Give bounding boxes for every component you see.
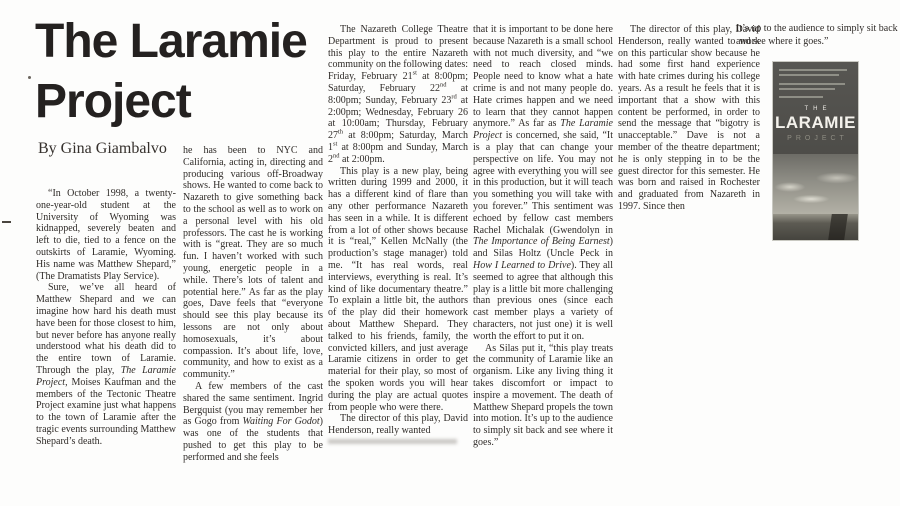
paragraph: This play is a new play, being written during 1999 and 2000, it has a different kind of flare than any other performance Nazareth has seen in a while. It is different from a lot of other shows because it is “real,” Kellen McNally (the production’s stage manager) told me. “It has real words, real interviews, everything is real. It’s kind of like documentary theatre.” To explain a little bit, the authors of the play did their homework about Matthew Shepard. They talked to his friends, family, the convicted killers, and just average Laramie citizens in order to get material for their play, so most of the spoken words you will hear during the play are actual quotes from people who were there.	[328, 165, 468, 413]
paragraph: he has been to NYC and California, acting in, directing and producing various off-Broadway shows. He wanted to come back to Nazareth to give something back to the school as well as to work on a personal level with his old professors. The cast he is working with is “great. They are so much fun. I haven’t worked with such young, energetic people in a while. There’s lots of talent and potential here.” As far as the play goes, Dave feels that “everyone should see this play because its lessons are not only about homosexuals, it’s about compassion. It’s about life, love, community, and how to exist as a community.”	[183, 145, 323, 381]
paragraph: “In October 1998, a twenty-one-year-old student at the University of Wyoming was kidnapped, severely beaten and left to die, tied to a fence on the outskirts of Laramie, Wyoming. His name was Matthew Shepard,” (The Dramatists Play Service).	[36, 188, 176, 282]
cover-eyebrow: THE	[804, 106, 832, 112]
article-title-line1: The Laramie	[35, 15, 307, 68]
article-title	[35, 12, 327, 132]
paragraph: As Silas put it, “this play treats the community of Laramie like an organism. Like any living thing it takes discomfort or impact to inspire a movement. The death of Matthew Shepard propels the town into motion. It’s up to the audience to simply sit back and see where it goes.”	[473, 342, 613, 448]
blurb-line	[779, 69, 847, 71]
blurb-line	[779, 83, 845, 85]
article-title-line2: Project	[35, 75, 191, 128]
photo-road	[828, 214, 848, 240]
cover-review-blurbs	[773, 62, 858, 98]
paragraph: The director of this play, David Henderson, really wanted to work on this particular show because he had some first hand experience with hate crimes during his college years. As a result he feels that it is important that a show with this content be performed, in order to send the message that “bigotry is unacceptable.” Dave is not a member of the theatre department; he is only stepping in to be the guest director for this semester. He was born and raised in Rochester and graduated from Nazareth in 1997. Since then	[618, 24, 760, 212]
paragraph: The Nazareth College Theatre Department is proud to present this play to the entire Nazareth community on the following dates: Friday, February 21st at 8:00pm; Saturday, February 22nd at 8:00pm; Sunday, February 23rd at 2:00pm; Wednesday, February 26 at 10:00am; Thursday, February 27th at 8:00pm; Saturday, March 1st at 8:00pm and Sunday, March 2nd at 2:00pm.	[328, 24, 469, 165]
laramie-project-book-cover	[773, 62, 858, 240]
cover-prairie-photo	[773, 154, 858, 240]
news-column-3	[328, 24, 468, 444]
news-column-5	[618, 24, 760, 213]
column-overflow-text: It’s up to the audience to simply sit back and see where it goes.”	[736, 23, 898, 47]
paragraph: Sure, we’ve all heard of Matthew Shepard and we can imagine how hard his death must have been for those closest to him, but never before has anyone really understood what his death did to the entire town of Laramie. Through the play, The Laramie Project, Moises Kaufman and the members of the Tectonic Theatre Project examine just what happens to the town of Laramie after the tragic events surrounding Matthew Shepard’s death.	[36, 282, 176, 447]
news-column-4	[473, 24, 613, 449]
cover-title: LARAMIE	[775, 113, 856, 132]
blurb-line	[779, 74, 839, 76]
paragraph: A few members of the cast shared the same sentiment. Ingrid Bergquist (you may remember her as Gogo from Waiting For Godot) was one of the students that pushed to get this play to be performed and she feels	[183, 380, 324, 463]
scan-dash-artifact	[2, 221, 11, 223]
photo-ground	[773, 214, 858, 240]
paragraph: The director of this play, David Henderson, really wanted	[328, 413, 468, 437]
photo-sky	[773, 154, 858, 214]
news-column-2	[183, 145, 323, 464]
clipped-line-artifact	[328, 439, 457, 444]
news-column-1	[36, 188, 176, 448]
scan-dot-artifact	[28, 76, 31, 79]
blurb-line	[779, 96, 823, 98]
paragraph: that it is important to be done here because Nazareth is a small school with not much diversity, and “we need to reach closed minds. People need to know what a hate crime is and not many people do. Hate crimes happen and we need to learn that they cannot happen anymore.” As far as The Laramie Project is concerned, she said, “It is a play that can change your perspective on life. You may not agree with everything you will see in this production, but it will teach you something you will take with you forever.” This sentiment was echoed by fellow cast members Rachel Michalak (Gwendolyn in The Importance of Being Earnest) and Silas Holtz (Uncle Peck in How I Learned to Drive). They all seemed to agree that although this play is a little bit more challenging than previous ones (since each cast member plays a variety of characters, not just one) it is well worth the effort to put it on.	[473, 24, 613, 342]
blurb-line	[779, 88, 835, 90]
article-byline: By Gina Giambalvo	[38, 140, 167, 157]
cover-subtitle: PROJECT	[787, 135, 848, 142]
